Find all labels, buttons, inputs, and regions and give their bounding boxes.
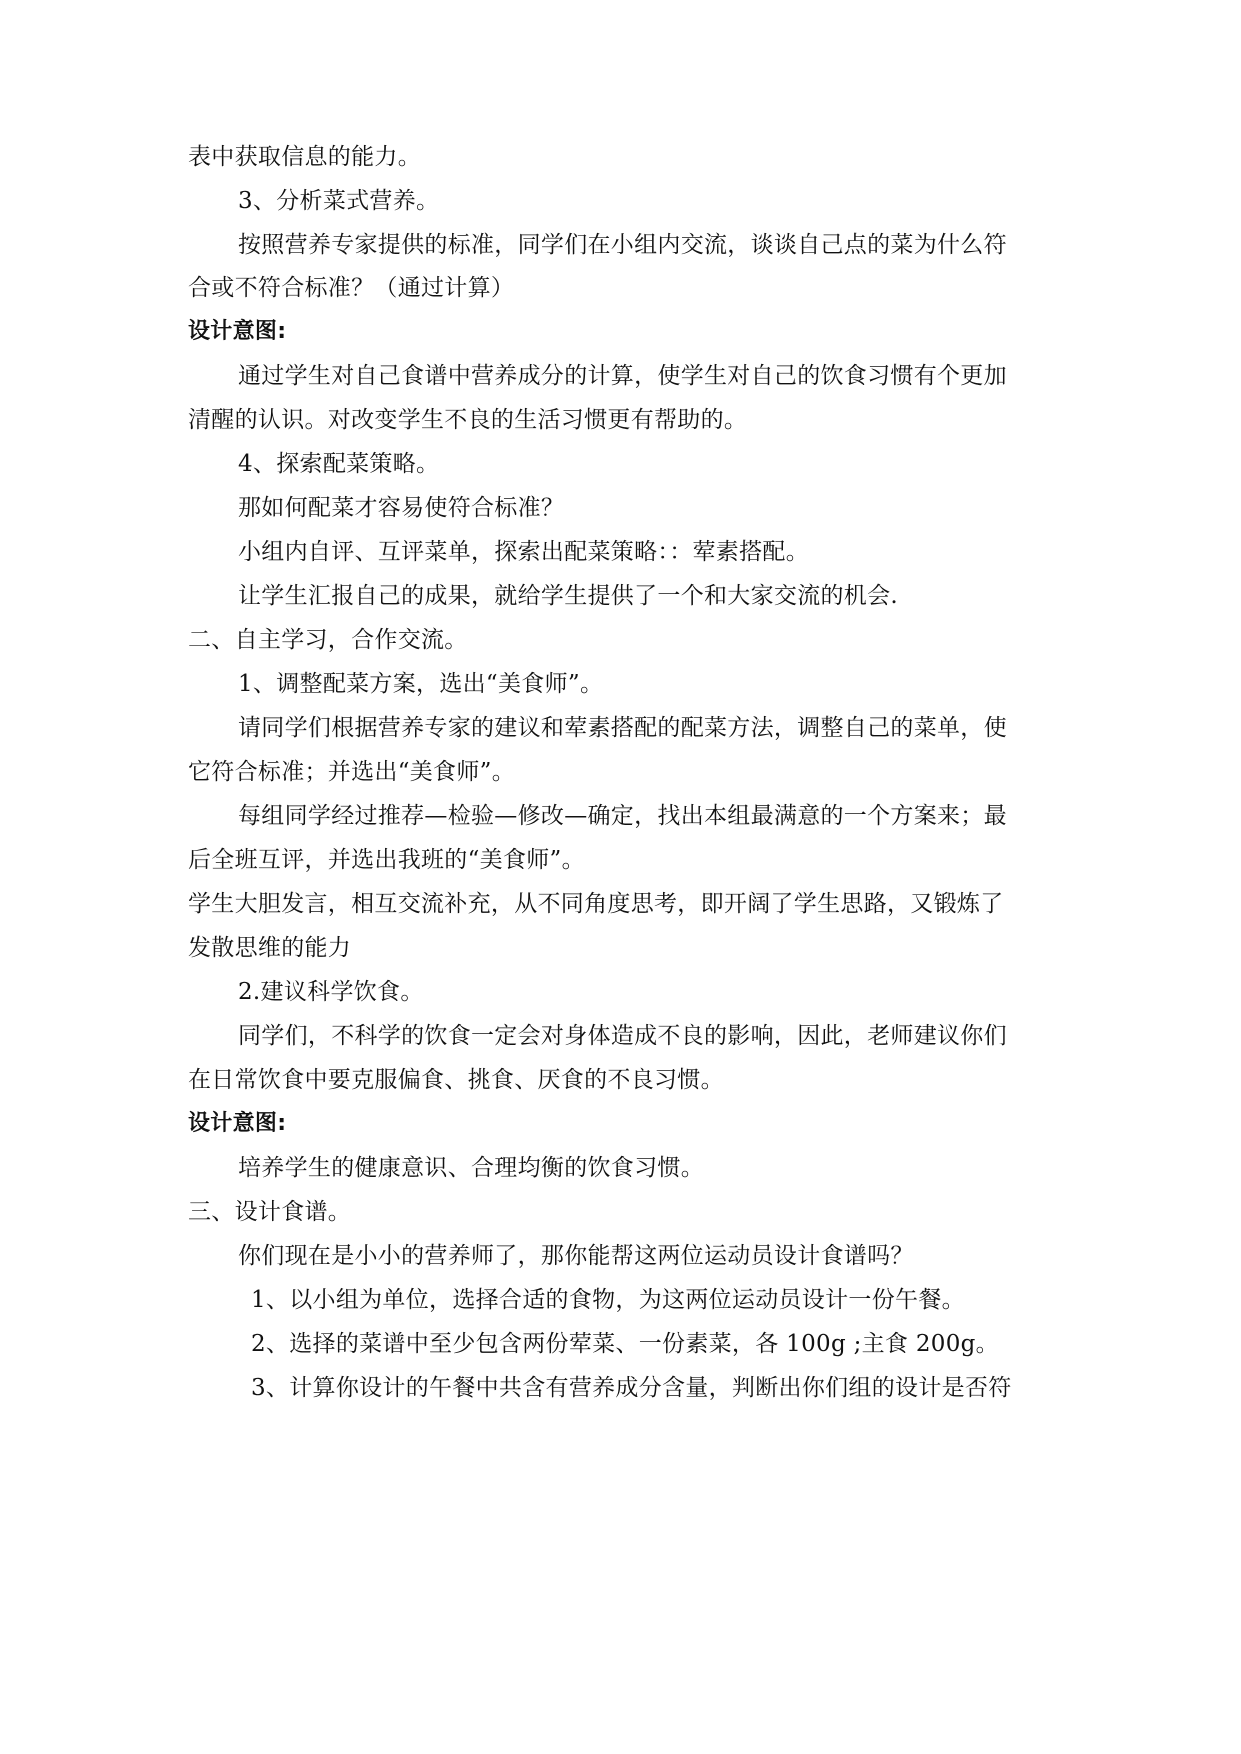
text-line: 学生大胆发言，相互交流补充，从不同角度思考，即开阔了学生思路，又锻炼了 bbox=[188, 891, 1004, 917]
text-line: 在日常饮食中要克服偏食、挑食、厌食的不良习惯。 bbox=[188, 1067, 724, 1093]
design-intent-heading: 设计意图: bbox=[188, 1111, 287, 1136]
text-line: 你们现在是小小的营养师了，那你能帮这两位运动员设计食谱吗？ bbox=[238, 1243, 914, 1269]
text-line: 让学生汇报自己的成果，就给学生提供了一个和大家交流的机会. bbox=[238, 583, 899, 609]
list-item: 3、计算你设计的午餐中共含有营养成分含量，判断出你们组的设计是否符 bbox=[251, 1375, 1012, 1401]
text-line: 后全班互评，并选出我班的“美食师”。 bbox=[188, 847, 585, 873]
text-line: 小组内自评、互评菜单，探索出配菜策略：：荤素搭配。 bbox=[238, 539, 809, 565]
section-heading: 3、分析菜式营养。 bbox=[238, 188, 440, 214]
text-line: 清醒的认识。对改变学生不良的生活习惯更有帮助的。 bbox=[188, 407, 748, 433]
text-line: 那如何配菜才容易使符合标准？ bbox=[238, 495, 565, 521]
list-item: 1、以小组为单位，选择合适的食物，为这两位运动员设计一份午餐。 bbox=[251, 1287, 965, 1313]
text-line: 通过学生对自己食谱中营养成分的计算，使学生对自己的饮食习惯有个更加 bbox=[238, 363, 1007, 389]
list-item: 2、选择的菜谱中至少包含两份荤菜、一份素菜，各 100g ;主食 200g。 bbox=[251, 1331, 999, 1357]
section-heading: 2.建议科学饮食。 bbox=[238, 979, 424, 1005]
text-line: 请同学们根据营养专家的建议和荤素搭配的配菜方法，调整自己的菜单，使 bbox=[238, 715, 1007, 741]
text-line: 每组同学经过推荐—检验—修改—确定，找出本组最满意的一个方案来；最 bbox=[238, 803, 1007, 829]
text-line: 按照营养专家提供的标准，同学们在小组内交流，谈谈自己点的菜为什么符 bbox=[238, 232, 1007, 258]
section-heading: 4、探索配菜策略。 bbox=[238, 451, 440, 477]
section-heading: 1、调整配菜方案，选出“美食师”。 bbox=[238, 671, 604, 697]
text-line: 合或不符合标准？（通过计算） bbox=[188, 275, 515, 301]
text-line: 培养学生的健康意识、合理均衡的饮食习惯。 bbox=[238, 1155, 704, 1181]
section-heading: 三、设计食谱。 bbox=[188, 1199, 352, 1225]
text-line: 它符合标准；并选出“美食师”。 bbox=[188, 759, 516, 785]
section-heading: 二、自主学习，合作交流。 bbox=[188, 627, 468, 653]
text-line: 同学们，不科学的饮食一定会对身体造成不良的影响，因此，老师建议你们 bbox=[238, 1023, 1007, 1049]
text-line: 发散思维的能力 bbox=[188, 935, 352, 961]
text-line: 表中获取信息的能力。 bbox=[188, 144, 421, 170]
design-intent-heading: 设计意图: bbox=[188, 319, 287, 344]
